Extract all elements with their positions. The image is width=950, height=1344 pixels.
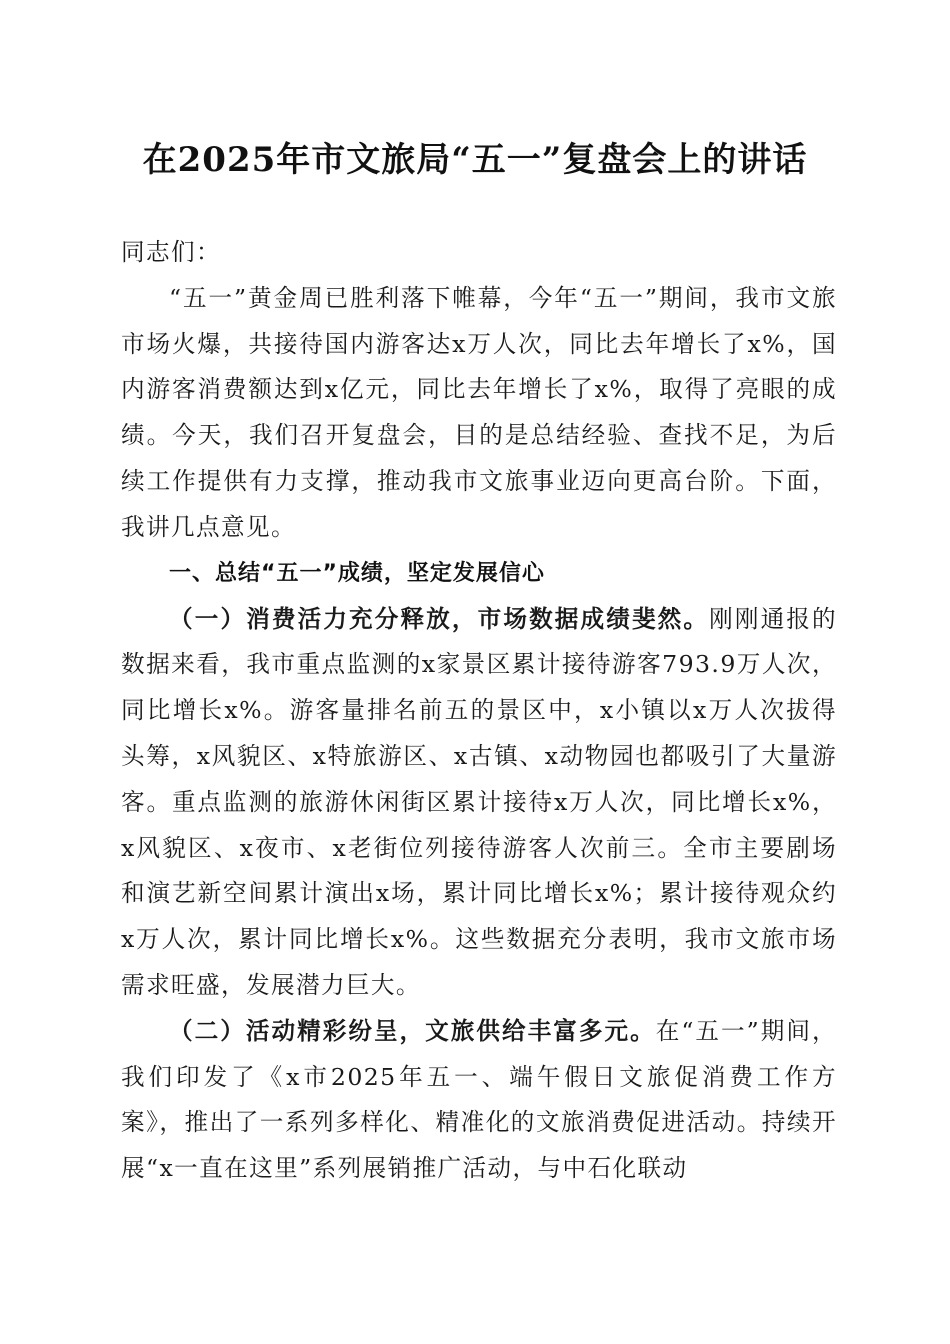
document-title: 在2025年市文旅局“五一”复盘会上的讲话 [142, 140, 808, 180]
paragraph-1-body: 刚刚通报的数据来看，我市重点监测的x家景区累计接待游客793.9万人次，同比增长x%。游客量排名前五的景区中，x小镇以x万人次拔得头筹，x风貌区、x特旅游区、x古镇、x动物园也都吸引了大量游客。重点监测的旅游休闲街区累计接待x万人次，同比增长x%，x风貌区、x夜市、x老街位列接待游客人次前三。全市主要剧场和演艺新空间累计演出x场，累计同比增长x%；累计接待观众约x万人次，累计同比增长x%。这些数据充分表明，我市文旅市场需求旺盛，发展潜力巨大。 [121, 604, 837, 999]
intro-paragraph: “五一”黄金周已胜利落下帷幕，今年“五一”期间，我市文旅市场火爆，共接待国内游客达x万人次，同比去年增长了x%，国内游客消费额达到x亿元，同比去年增长了x%，取得了亮眼的成绩。今天，我们召开复盘会，目的是总结经验、查找不足，为后续工作提供有力支撑，推动我市文旅事业迈向更高台阶。下面，我讲几点意见。 [121, 283, 837, 541]
paragraph-1 [121, 597, 837, 1009]
section-heading-1: 一、总结“五一”成绩，坚定发展信心 [169, 560, 545, 586]
salutation: 同志们： [121, 238, 221, 266]
paragraph-2-body: 在“五一”期间，我们印发了《x市2025年五一、端午假日文旅促消费工作方案》，推出了一系列多样化、精准化的文旅消费促进活动。持续开展“x一直在这里”系列展销推广活动，与中石化联动 [121, 1016, 837, 1183]
paragraph-1-lead: （一）消费活力充分释放，市场数据成绩斐然。 [169, 604, 710, 633]
paragraph-2-lead: （二）活动精彩纷呈，文旅供给丰富多元。 [169, 1016, 656, 1045]
document-body [121, 230, 837, 1192]
paragraph-2 [121, 1009, 837, 1192]
